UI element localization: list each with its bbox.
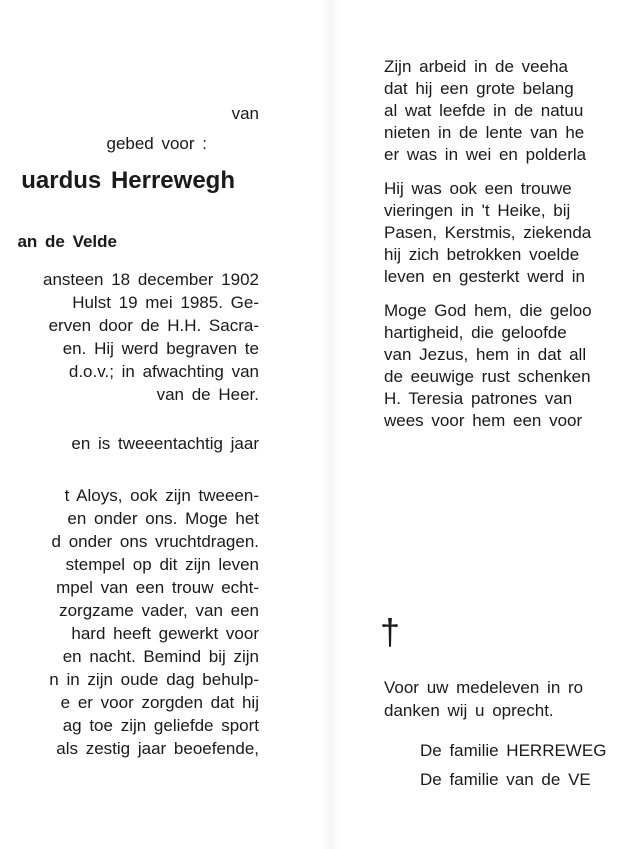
- thanks-line: danken wij u oprecht.: [384, 701, 554, 720]
- text-line: van de Heer.: [156, 385, 259, 404]
- text-line: hard heeft gewerkt voor: [71, 624, 259, 643]
- cross-icon: †: [380, 611, 401, 652]
- text-line: hartigheid, die geloofde: [384, 323, 567, 342]
- text-line: en. Hij werd begraven te: [62, 339, 259, 358]
- intro-line: van: [231, 104, 259, 123]
- text-line: dat hij een grote belang: [384, 79, 574, 98]
- text-line: zorgzame vader, van een: [59, 601, 259, 620]
- text-line: mpel van een trouw echt-: [56, 578, 259, 597]
- text-line: Zijn arbeid in de veeha: [384, 57, 569, 76]
- text-line: d.o.v.; in afwachting van: [68, 362, 259, 381]
- text-line: en is tweeentachtig jaar: [71, 434, 259, 453]
- text-line: ansteen 18 december 1902: [43, 270, 259, 289]
- text-line: H. Teresia patrones van: [384, 389, 573, 408]
- family-line: De familie HERREWEG: [420, 741, 607, 760]
- intro-line: gebed voor :: [106, 134, 207, 153]
- text-line: n in zijn oude dag behulp-: [49, 670, 259, 689]
- text-line: de eeuwige rust schenken: [384, 367, 591, 386]
- text-line: Pasen, Kerstmis, ziekenda: [384, 223, 592, 242]
- text-line: Moge God hem, die geloo: [384, 301, 592, 320]
- text-line: en onder ons. Moge het: [67, 509, 259, 528]
- text-line: hij zich betrokken voelde: [384, 245, 580, 264]
- thanks-line: Voor uw medeleven in ro: [384, 678, 584, 697]
- text-line: van Jezus, hem in dat all: [384, 345, 587, 364]
- text-line: Hij was ook een trouwe: [384, 179, 572, 198]
- text-line: erven door de H.H. Sacra-: [48, 316, 259, 335]
- text-line: t Aloys, ook zijn tweeen-: [64, 486, 259, 505]
- text-line: vieringen in 't Heike, bij: [384, 201, 571, 220]
- text-line: als zestig jaar beoefende,: [56, 739, 259, 758]
- text-line: nieten in de lente van he: [384, 123, 585, 142]
- deceased-name: uardus Herrewegh: [21, 167, 235, 194]
- text-line: leven en gesterkt werd in: [384, 267, 585, 286]
- family-line: De familie van de VE: [420, 770, 591, 789]
- text-line: stempel op dit zijn leven: [65, 555, 259, 574]
- text-line: en nacht. Bemind bij zijn: [62, 647, 259, 666]
- text-line: wees voor hem een voor: [384, 411, 583, 430]
- text-line: Hulst 19 mei 1985. Ge-: [72, 293, 259, 312]
- text-line: d onder ons vruchtdragen.: [51, 532, 259, 551]
- text-line: al wat leefde in de natuu: [384, 101, 584, 120]
- text-line: e er voor zorgden dat hij: [60, 693, 259, 712]
- page-fold: [322, 0, 340, 849]
- text-line: ag toe zijn geliefde sport: [62, 716, 259, 735]
- spouse-name: an de Velde: [17, 232, 117, 251]
- text-line: er was in wei en polderla: [384, 145, 587, 164]
